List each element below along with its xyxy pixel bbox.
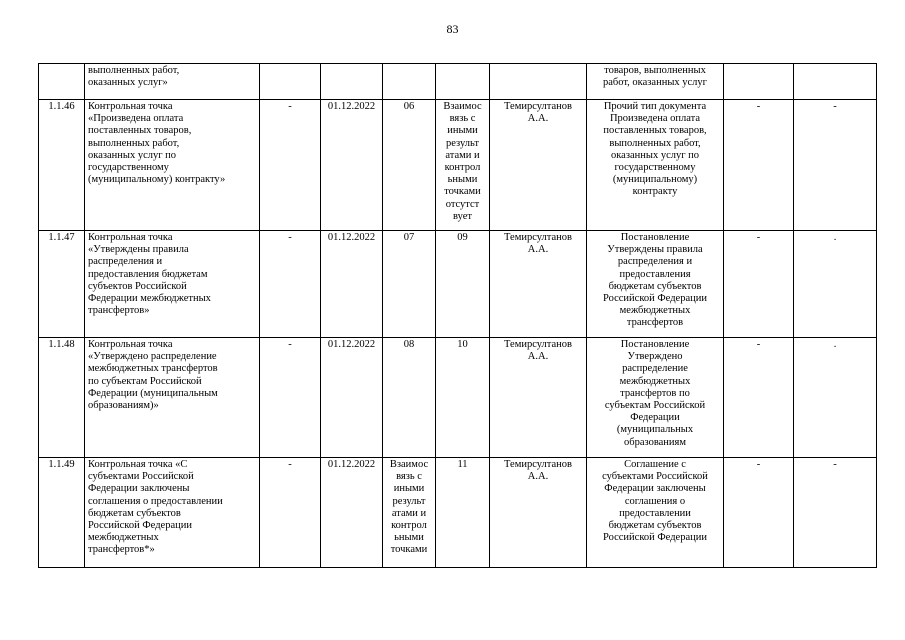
notes-cell: .	[794, 231, 877, 338]
document-type-cell: Прочий тип документа Произведена оплата поставленных товаров, выполненных работ, оказанных услуг по государственному (муниципальному) контракту	[587, 100, 724, 231]
info-system-cell: -	[724, 231, 794, 338]
control-point-name-cell: Контрольная точка «Произведена оплата поставленных товаров, выполненных работ, оказанных услуг по государственному (муниципальному) контракту»	[85, 100, 260, 231]
notes-cell: .	[794, 338, 877, 458]
base-value-cell: -	[260, 458, 321, 568]
deadline-cell: 01.12.2022	[321, 458, 383, 568]
deadline-cell: 01.12.2022	[321, 338, 383, 458]
table-row	[39, 64, 877, 100]
page-number: 83	[446, 22, 459, 36]
deadline-cell: 01.12.2022	[321, 100, 383, 231]
deadline-cell: 01.12.2022	[321, 231, 383, 338]
predecessor-cell: 07	[383, 231, 436, 338]
row-number-cell	[39, 64, 85, 100]
info-system-cell: -	[724, 100, 794, 231]
row-number-cell: 1.1.48	[39, 338, 85, 458]
successor-cell: 11	[436, 458, 490, 568]
responsible-cell: Темирсултанов А.А.	[490, 100, 587, 231]
base-value-cell: -	[260, 100, 321, 231]
notes-cell: -	[794, 100, 877, 231]
predecessor-cell: Взаимос вязь с иными результ атами и контрол ьными точками	[383, 458, 436, 568]
row-number-cell: 1.1.46	[39, 100, 85, 231]
base-value-cell: -	[260, 231, 321, 338]
control-point-name-cell: выполненных работ, оказанных услуг»	[85, 64, 260, 100]
row-number-cell: 1.1.47	[39, 231, 85, 338]
info-system-cell: -	[724, 458, 794, 568]
successor-cell: 09	[436, 231, 490, 338]
notes-cell: -	[794, 458, 877, 568]
document-type-cell: Постановление Утверждены правила распределения и предоставления бюджетам субъектов Российской Федерации межбюджетных трансфертов	[587, 231, 724, 338]
document-type-cell: Соглашение с субъектами Российской Федерации заключены соглашения о предоставлении бюджетам субъектов Российской Федерации	[587, 458, 724, 568]
deadline-cell	[321, 64, 383, 100]
successor-cell	[436, 64, 490, 100]
table-row	[39, 100, 877, 231]
control-point-name-cell: Контрольная точка «С субъектами Российской Федерации заключены соглашения о предоставлении бюджетам субъектов Российской Федерации межбюджетных трансфертов*»	[85, 458, 260, 568]
predecessor-cell	[383, 64, 436, 100]
successor-cell: Взаимос вязь с иными результ атами и контрол ьными точками отсутст вует	[436, 100, 490, 231]
info-system-cell: -	[724, 338, 794, 458]
base-value-cell: -	[260, 338, 321, 458]
predecessor-cell: 08	[383, 338, 436, 458]
successor-cell: 10	[436, 338, 490, 458]
info-system-cell	[724, 64, 794, 100]
base-value-cell	[260, 64, 321, 100]
responsible-cell: Темирсултанов А.А.	[490, 338, 587, 458]
responsible-cell: Темирсултанов А.А.	[490, 458, 587, 568]
row-number-cell: 1.1.49	[39, 458, 85, 568]
control-points-table	[38, 63, 877, 568]
control-point-name-cell: Контрольная точка «Утверждены правила распределения и предоставления бюджетам субъектов Российской Федерации межбюджетных трансфертов»	[85, 231, 260, 338]
document-type-cell: Постановление Утверждено распределение межбюджетных трансфертов по субъектам Российской Федерации (муниципальных образованиям	[587, 338, 724, 458]
table-row	[39, 458, 877, 568]
control-point-name-cell: Контрольная точка «Утверждено распределение межбюджетных трансфертов по субъектам Российской Федерации (муниципальным образованиям)»	[85, 338, 260, 458]
table-row	[39, 338, 877, 458]
document-type-cell: товаров, выполненных работ, оказанных услуг	[587, 64, 724, 100]
predecessor-cell: 06	[383, 100, 436, 231]
responsible-cell	[490, 64, 587, 100]
table-row	[39, 231, 877, 338]
responsible-cell: Темирсултанов А.А.	[490, 231, 587, 338]
notes-cell	[794, 64, 877, 100]
